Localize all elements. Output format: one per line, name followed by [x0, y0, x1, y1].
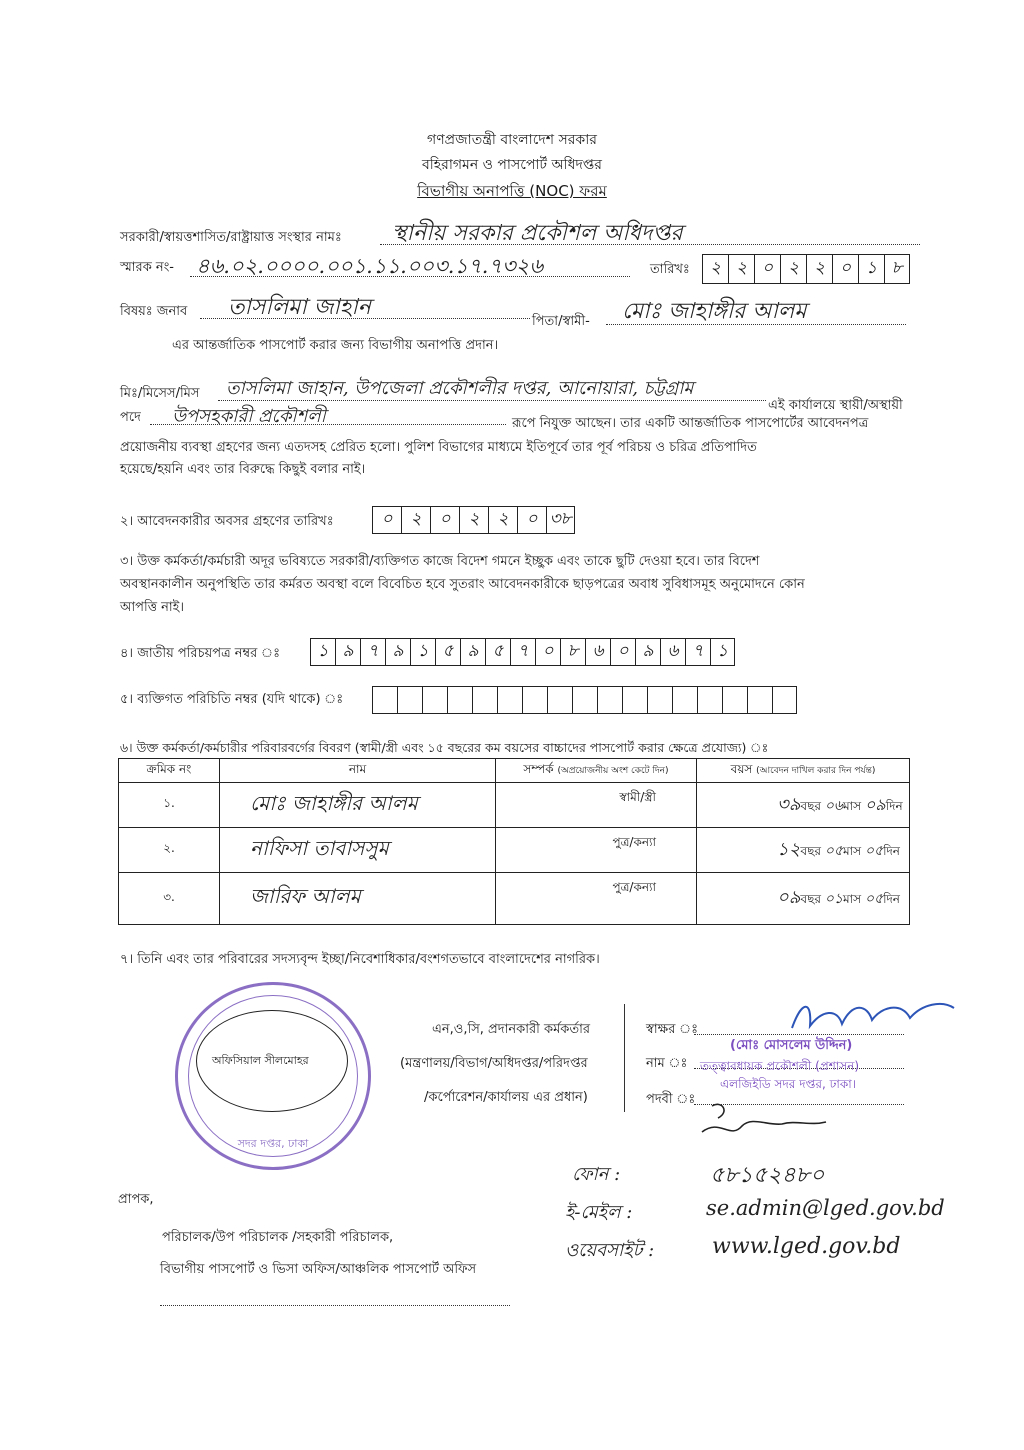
- unit-month: মাস: [842, 892, 862, 906]
- name-label: নাম ঃ: [646, 1056, 688, 1071]
- age-days: ০৫: [864, 891, 884, 907]
- subject-name: তাসলিমা জাহান: [228, 295, 371, 320]
- row-name-cell: [220, 783, 496, 828]
- para3-line-2: অবস্থানকালীন অনুপস্থিতি তার কর্মরত অবস্থা বলে বিবেচিত হবে সুতরাং আবেদনকারীকে ছাড়পত্রের অবাধ সুবিধাসমূহ অনুমোদনে কোন: [120, 577, 805, 592]
- digit-box: ২: [728, 254, 754, 284]
- digit-box: ৯: [460, 638, 485, 666]
- age-months: ০৬: [824, 797, 843, 814]
- unit-month: মাস: [843, 798, 862, 813]
- row-serial: ২.: [119, 828, 220, 873]
- authority-line-2: (মন্ত্রণালয়/বিভাগ/অধিদপ্তর/পরিদপ্তর: [400, 1056, 588, 1071]
- body-prefix: মিঃ/মিসেস/মিস: [120, 386, 200, 401]
- table-row: [119, 828, 910, 873]
- digit-box: ২: [401, 506, 430, 534]
- para3-line-3: আপত্তি নাই।: [120, 600, 185, 615]
- phone-label: ফোন :: [572, 1164, 621, 1185]
- body-suffix-2: রূপে নিযুক্ত আছেন। তার একটি আন্তর্জাতিক পাসপোর্টের আবেদনপত্র: [512, 416, 869, 431]
- subject-label: বিষয়ঃ জনাব: [120, 304, 188, 319]
- initial-signature: [690, 1096, 840, 1156]
- table-row: [119, 873, 910, 925]
- age-days: ০৫: [864, 842, 884, 859]
- form-title-wrap: [0, 180, 1024, 205]
- age-years: ৩৯: [777, 793, 801, 815]
- retire-label: ২। আবেদনকারীর অবসর গ্রহণের তারিখঃ: [120, 514, 334, 529]
- email-label: ই-মেইল :: [565, 1202, 633, 1223]
- row-age: [697, 783, 910, 828]
- digit-box: [447, 686, 472, 714]
- department-title: বহিরাগমন ও পাসপোর্ট অধিদপ্তর: [421, 157, 603, 173]
- seal-label: অফিসিয়াল সীলমোহর: [212, 1054, 309, 1067]
- retire-date-boxes: [372, 506, 575, 534]
- authority-divider: [624, 1004, 625, 1112]
- col-age: [697, 759, 910, 783]
- digit-box: [772, 686, 797, 714]
- table-row: [119, 783, 910, 828]
- recipient-line-2: বিভাগীয় পাসপোর্ট ও ভিসা অফিস/আঞ্চলিক পাসপোর্ট অফিস: [160, 1262, 477, 1277]
- unit-month: মাস: [842, 843, 862, 858]
- col-relation-note: (অপ্রয়োজনীয় অংশ কেটে দিন): [557, 765, 669, 776]
- org-value: স্থানীয় সরকার প্রকৌশল অধিদপ্তর: [392, 221, 683, 246]
- officer-stamp-name: (মোঃ মোসলেম উদ্দিন): [730, 1038, 853, 1053]
- digit-box: [422, 686, 447, 714]
- digit-box: ৭: [510, 638, 535, 666]
- row-name: মোঃ জাহাঙ্গীর আলম: [250, 790, 418, 815]
- phone-value: ৫৮১৫২৪৮০: [710, 1163, 825, 1188]
- digit-box: ১: [410, 638, 435, 666]
- officer-stamp-title: তত্ত্বাবধায়ক প্রকৌশলী (প্রশাসন): [700, 1059, 860, 1073]
- recipient-label: প্রাপক,: [118, 1192, 154, 1207]
- digit-box: ০: [754, 254, 780, 284]
- digit-box: [372, 686, 397, 714]
- digit-box: [622, 686, 647, 714]
- digit-box: ২: [459, 506, 488, 534]
- body-name-office: তাসলিমা জাহান, উপজেলা প্রকৌশলীর দপ্তর, আনোয়ারা, চট্টগ্রাম: [226, 378, 694, 399]
- authority-line-3: /কর্পোরেশন/কার্যালয় এর প্রধান): [424, 1090, 588, 1105]
- digit-box: ৮: [884, 254, 910, 284]
- col-relation: [496, 759, 697, 783]
- digit-box: ০: [430, 506, 459, 534]
- age-days: ০৯: [864, 794, 886, 814]
- row-relation: পুত্র/কন্যা: [496, 828, 697, 873]
- digit-box: ৫: [435, 638, 460, 666]
- col-serial: ক্রমিক নং: [119, 759, 220, 783]
- post-value: উপসহকারী প্রকৌশলী: [172, 406, 326, 427]
- digit-box: ২: [806, 254, 832, 284]
- row-age: [697, 828, 910, 873]
- age-months: ০১: [824, 891, 843, 907]
- digit-box: ১: [710, 638, 735, 666]
- digit-box: ১: [310, 638, 335, 666]
- web-value: www.lged.gov.bd: [712, 1234, 901, 1259]
- digit-box: ৭: [685, 638, 710, 666]
- org-label: সরকারী/স্বায়ত্তশাসিত/রাষ্ট্রায়াত্ত সংস্থার নামঃ: [120, 230, 342, 245]
- form-title: বিভাগীয় অনাপত্তি (NOC) ফরম: [417, 182, 607, 200]
- web-label: ওয়েবসাইট :: [565, 1240, 655, 1261]
- nid-label: ৪। জাতীয় পরিচয়পত্র নম্বর ঃ: [120, 646, 281, 661]
- digit-box: ০: [372, 506, 401, 534]
- relation-name: মোঃ জাহাঙ্গীর আলম: [622, 299, 807, 324]
- govt-title: গণপ্রজাতন্ত্রী বাংলাদেশ সরকার: [427, 132, 597, 148]
- unit-year: বছর: [800, 843, 821, 858]
- digit-box: [597, 686, 622, 714]
- para3-line-1: ৩। উক্ত কর্মকর্তা/কর্মচারী অদূর ভবিষ্যতে সরকারী/ব্যক্তিগত কাজে বিদেশ গমনে ইচ্ছুক এবং তাকে ছুটি দেওয়া হবে। তার বিদেশ: [120, 554, 760, 569]
- row-serial: ১.: [119, 783, 220, 828]
- digit-box: [647, 686, 672, 714]
- col-relation-label: সম্পর্ক: [523, 761, 554, 776]
- col-name: নাম: [220, 759, 496, 783]
- age-years: ০৯: [777, 887, 801, 908]
- digit-box: ৬: [660, 638, 685, 666]
- family-header-row: [119, 759, 910, 783]
- digit-box: ৯: [335, 638, 360, 666]
- digit-box: [747, 686, 772, 714]
- digit-box: [572, 686, 597, 714]
- col-age-note: (আবেদন দাখিল করার দিন পর্যন্ত): [756, 765, 876, 776]
- digit-box: [697, 686, 722, 714]
- row-age: [697, 873, 910, 925]
- designation-label: পদবী ঃ: [646, 1092, 696, 1107]
- digit-box: ৭: [360, 638, 385, 666]
- digit-box: ০: [517, 506, 546, 534]
- nid-boxes: [310, 638, 735, 666]
- digit-box: [497, 686, 522, 714]
- memo-number: ৪৬.০২.০০০০.০০১.১১.০০৩.১৭.৭৩২৬: [196, 254, 543, 278]
- digit-box: [472, 686, 497, 714]
- digit-box: ৯: [635, 638, 660, 666]
- digit-box: ৫: [485, 638, 510, 666]
- post-label: পদে: [120, 410, 141, 425]
- col-age-label: বয়স: [730, 761, 753, 776]
- email-value: se.admin@lged.gov.bd: [706, 1196, 945, 1220]
- row-relation: পুত্র/কন্যা: [496, 873, 697, 925]
- body-suffix-1: এই কার্যালয়ে স্থায়ী/অস্থায়ী: [768, 398, 903, 413]
- seal-text: সদর দপ্তর, ঢাকা: [237, 1137, 309, 1150]
- officer-stamp-office: এলজিইডি সদর দপ্তর, ঢাকা।: [720, 1077, 857, 1091]
- unit-year: বছর: [800, 798, 821, 813]
- digit-box: ৯: [385, 638, 410, 666]
- unit-year: বছর: [800, 892, 821, 906]
- personal-id-label: ৫। ব্যক্তিগত পরিচিতি নম্বর (যদি থাকে) ঃ: [120, 692, 344, 707]
- subject-purpose: এর আন্তর্জাতিক পাসপোর্ট করার জন্য বিভাগীয় অনাপত্তি প্রদান।: [172, 338, 499, 353]
- digit-box: ০: [832, 254, 858, 284]
- digit-box: ২: [780, 254, 806, 284]
- digit-box: ০: [535, 638, 560, 666]
- row-name-cell: [220, 828, 496, 873]
- digit-box: [397, 686, 422, 714]
- digit-box: ০: [610, 638, 635, 666]
- unit-day: দিন: [883, 843, 900, 858]
- para7: ৭। তিনি এবং তার পরিবারের সদস্যবৃন্দ ইচ্ছা/নিবেশাধিকার/বংশগতভাবে বাংলাদেশের নাগরিক।: [120, 952, 600, 967]
- authority-line-1: এন,ও,সি, প্রদানকারী কর্মকর্তার: [432, 1022, 591, 1037]
- digit-box: ৮: [560, 638, 585, 666]
- age-years: ১২: [777, 838, 801, 860]
- recipient-line-1: পরিচালক/উপ পরিচালক /সহকারী পরিচালক,: [162, 1230, 394, 1245]
- relation-label: পিতা/স্বামী-: [532, 314, 590, 329]
- row-serial: ৩.: [119, 873, 220, 925]
- body-line-4: হয়েছে/হয়নি এবং তার বিরুদ্ধে কিছুই বলার নাই।: [120, 462, 366, 477]
- digit-box: ২: [488, 506, 517, 534]
- digit-box: [672, 686, 697, 714]
- row-name-cell: [220, 873, 496, 925]
- digit-box: ১: [858, 254, 884, 284]
- digit-box: ৩৮: [546, 506, 575, 534]
- officer-signature: [782, 990, 962, 1040]
- digit-box: [522, 686, 547, 714]
- digit-box: ২: [702, 254, 728, 284]
- personal-id-boxes: [372, 686, 797, 714]
- family-label: ৬। উক্ত কর্মকর্তা/কর্মচারীর পরিবারবর্গের বিবরণ (স্বামী/স্ত্রী এবং ১৫ বছরের কম বয়সের বাচ্চাদের পাসপোর্ট করার ক্ষেত্রে প্রযোজ্য) ঃ: [120, 740, 769, 755]
- body-line-3: প্রয়োজনীয় ব্যবস্থা গ্রহণের জন্য এতদসহ প্রেরিত হলো। পুলিশ বিভাগের মাধ্যমে ইতিপূর্বে তার পূর্ব পরিচয় ও চরিত্র প্রতিপাদিত: [120, 440, 757, 455]
- family-table: [118, 758, 910, 925]
- date-label: তারিখঃ: [650, 262, 690, 277]
- unit-day: দিন: [885, 798, 903, 813]
- row-name: জারিফ আলম: [250, 884, 361, 908]
- memo-date-boxes: [702, 254, 910, 284]
- row-name: নাফিসা তাবাসসুম: [250, 835, 389, 860]
- digit-box: ৬: [585, 638, 610, 666]
- digit-box: [547, 686, 572, 714]
- digit-box: [722, 686, 747, 714]
- memo-label: স্মারক নং-: [120, 260, 174, 275]
- age-months: ০৫: [824, 842, 843, 859]
- unit-day: দিন: [883, 892, 900, 906]
- row-relation: স্বামী/স্ত্রী: [496, 783, 697, 828]
- recipient-line-3: [160, 1305, 510, 1306]
- sign-label: স্বাক্ষর ঃ: [646, 1022, 699, 1037]
